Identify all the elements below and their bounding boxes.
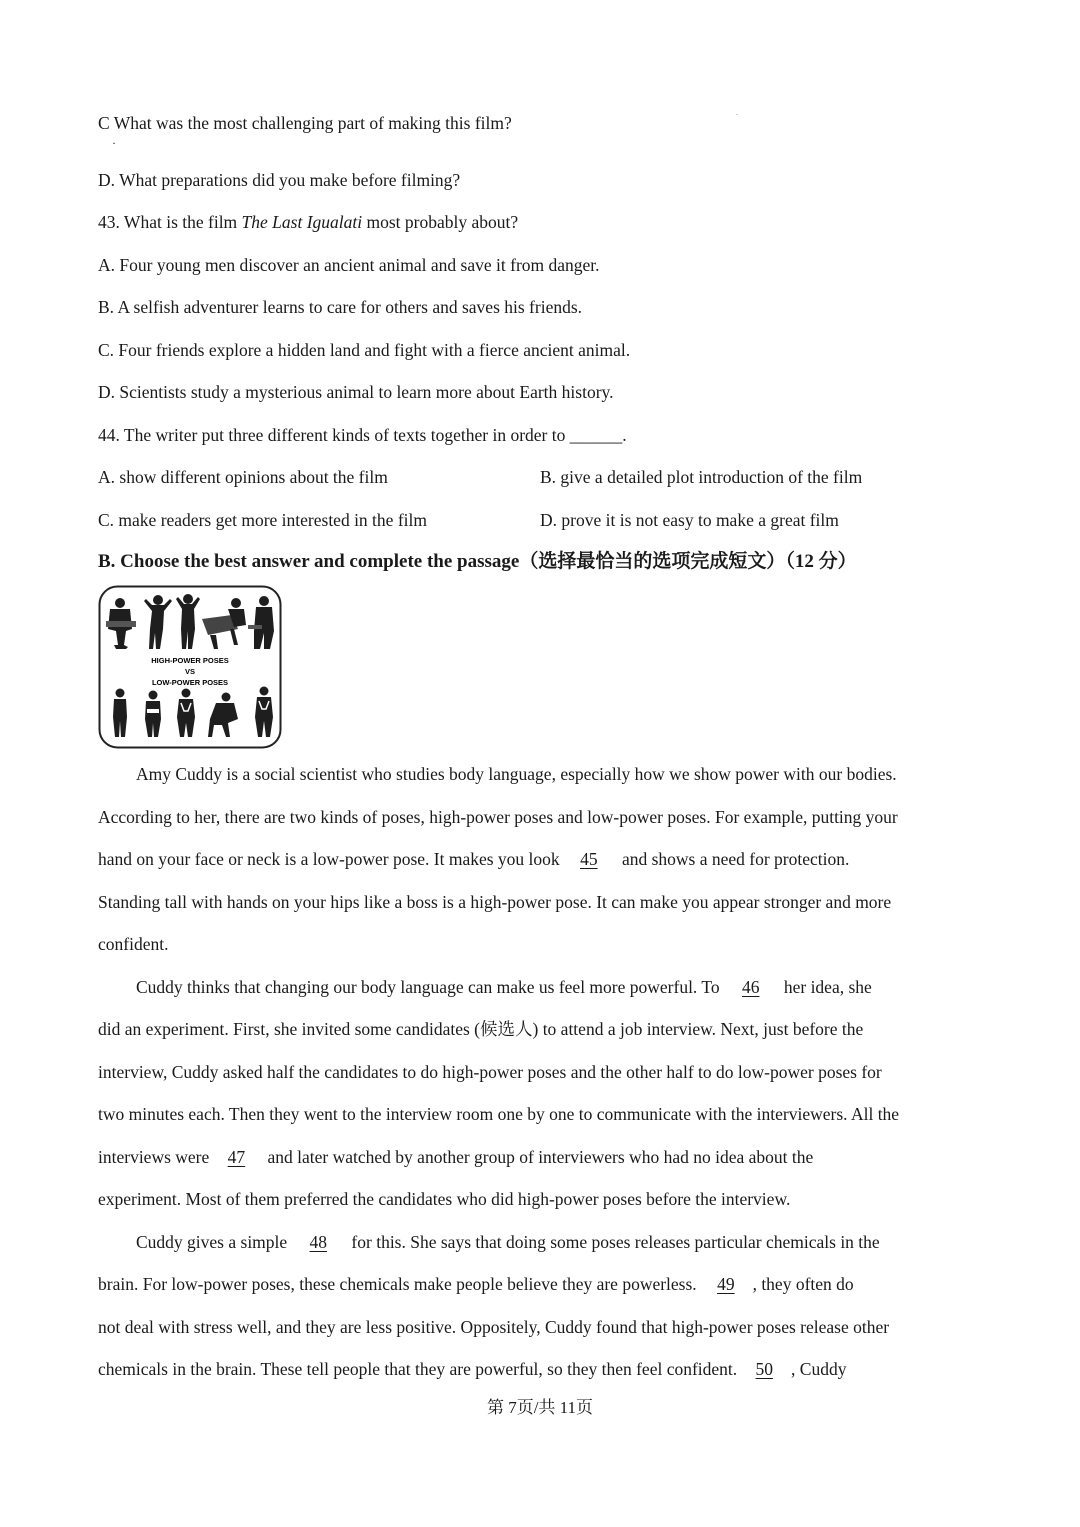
passage-p1-line3 [98,848,849,870]
passage-p1-line5: confident. [98,934,169,954]
blank-49[interactable] [701,1274,753,1294]
passage-text: , they often do [752,1274,854,1294]
stray-dot: · [112,136,116,150]
q43-option-c: C. Four friends explore a hidden land and fight with a fierce ancient animal. [98,340,631,360]
figure-label-low: LOW-POWER POSES [151,678,229,687]
passage-text: Cuddy gives a simple [136,1232,292,1252]
q42-option-d: D. What preparations did you make before filming? [98,170,461,190]
q44-stem: 44. The writer put three different kinds of texts together in order to ______. [98,425,627,445]
passage-text: her idea, she [779,977,872,997]
poses-illustration [98,585,282,749]
passage-p2-line2: did an experiment. First, she invited some candidates (候选人) to attend a job interview. Next, just before the [98,1019,864,1039]
blank-46[interactable] [724,977,780,997]
blank-47[interactable] [214,1147,264,1167]
passage-text: chemicals in the brain. These tell people that they are powerful, so they then feel confident. [98,1359,742,1379]
passage-text: for this. She says that doing some poses releases particular chemicals in the [347,1232,880,1252]
passage-text: and later watched by another group of interviewers who had no idea about the [263,1147,814,1167]
q44-option-d: D. prove it is not easy to make a great film [540,510,839,530]
blank-47-number: 47 [227,1147,246,1167]
blank-48[interactable] [292,1232,348,1252]
q43-option-d: D. Scientists study a mysterious animal to learn more about Earth history. [98,382,614,402]
passage-p3-line3: not deal with stress well, and they are less positive. Oppositely, Cuddy found that high-power poses release other [98,1317,890,1337]
blank-45-number: 45 [580,849,598,869]
blank-50[interactable] [742,1359,792,1379]
passage-p3-line4 [98,1358,846,1380]
q44-option-c: C. make readers get more interested in the film [98,510,427,530]
figure-label-high: HIGH-POWER POSES [151,656,229,665]
passage-text: interviews were [98,1147,214,1167]
passage-text: and shows a need for protection. [617,849,850,869]
passage-p2-line3: interview, Cuddy asked half the candidates to do high-power poses and the other half to do low-power poses for [98,1062,882,1082]
passage-p1-line1: Amy Cuddy is a social scientist who studies body language, especially how we show power with our bodies. [136,764,897,784]
blank-49-number: 49 [717,1274,735,1294]
scan-speck: . [736,108,738,117]
q44-option-b: B. give a detailed plot introduction of the film [540,467,863,487]
q43-stem-prefix: 43. What is the film [98,212,242,232]
passage-text: , Cuddy [791,1359,847,1379]
passage-p2-line5 [98,1146,813,1168]
q42-option-c: C What was the most challenging part of making this film? [98,113,512,133]
passage-p2-line6: experiment. Most of them preferred the candidates who did high-power poses before the interview. [98,1189,791,1209]
q43-option-a: A. Four young men discover an ancient animal and save it from danger. [98,255,600,275]
passage-p2-line1 [136,976,872,998]
blank-48-number: 48 [309,1232,328,1252]
passage-text: brain. For low-power poses, these chemicals make people believe they are powerless. [98,1274,702,1294]
passage-text: Cuddy thinks that changing our body language can make us feel more powerful. To [136,977,724,997]
poses-figure [98,585,282,749]
passage-p3-line2 [98,1273,854,1295]
passage-p2-line4: two minutes each. Then they went to the interview room one by one to communicate with the interviewers. All the [98,1104,900,1124]
q44-option-a: A. show different opinions about the film [98,467,388,487]
blank-46-number: 46 [741,977,760,997]
q43-stem-suffix: most probably about? [362,212,519,232]
figure-label-vs: VS [184,667,196,676]
page-number: 第 7页/共 11页 [486,1398,594,1417]
section-b-heading: B. Choose the best answer and complete the passage（选择最恰当的选项完成短文）（12 分） [98,551,857,572]
blank-45[interactable] [564,849,618,869]
q43-stem [98,211,518,233]
passage-p3-line1 [136,1231,880,1253]
blank-50-number: 50 [755,1359,774,1379]
passage-text: hand on your face or neck is a low-power pose. It makes you look [98,849,565,869]
passage-p1-line2: According to her, there are two kinds of poses, high-power poses and low-power poses. For example, putting your [98,807,898,827]
q43-film-title: The Last Igualati [241,212,363,232]
q43-option-b: B. A selfish adventurer learns to care for others and saves his friends. [98,297,583,317]
passage-p1-line4: Standing tall with hands on your hips like a boss is a high-power pose. It can make you appear stronger and more [98,892,892,912]
